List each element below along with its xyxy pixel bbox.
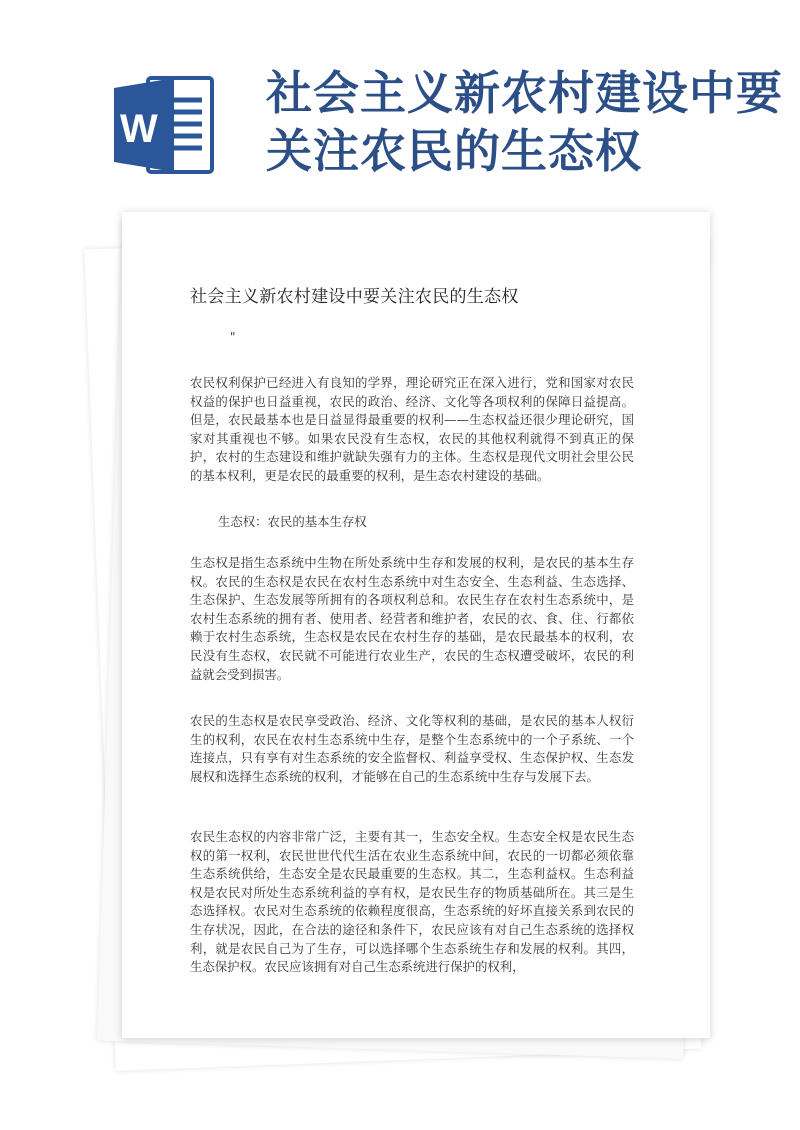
quote-mark: "	[230, 330, 236, 344]
section-subheading: 生态权：农民的基本生存权	[218, 514, 367, 529]
logo-letter: W	[120, 107, 158, 151]
paragraph: 农民权利保护已经进入有良知的学界，理论研究正在深入进行，党和国家对农民权益的保护也日益重视，农民的政治、经济、文化等各项权利的保障日益提高。但是，农民最基本也是日益显得最重要的权利——生态权益还很少理论研究，国家对其重视也不够。如果农民没有生态权，农民的其他权利就得不到真正的保护，农村的生态建设和维护就缺失强有力的主体。生态权是现代文明社会里公民的基本权利，更是农民的最重要的权利，是生态农村建设的基础。	[190, 375, 634, 483]
paragraph: 农民的生态权是农民享受政治、经济、文化等权利的基础，是农民的基本人权衍生的权利，农民在农村生态系统中生存，是整个生态系统中的一个子系统、一个连接点，只有享有对生态系统的安全监督权、利益享受权、生态保护权、生态发展权和选择生态系统的权利，才能够在自己的生态系统中生存与发展下去。	[190, 713, 634, 784]
document-title: 社会主义新农村建设中要关注农民的生态权	[190, 287, 519, 307]
banner-title: 社会主义新农村建设中要关注农民的生态权	[266, 66, 783, 178]
document-page	[122, 212, 710, 1038]
paragraph: 生态权是指生态系统中生物在所处系统中生存和发展的权利，是农民的基本生存权。农民的生态权是农民在农村生态系统中对生态安全、生态利益、生态选择、生态保护、生态发展等所拥有的各项权利总和。农民生存在农村生态系统中，是农村生态系统的拥有者、使用者、经营者和维护者，农民的衣、食、住、行都依赖于农村生态系统，生态权是农民在农村生存的基础，是农民最基本的权利，农民没有生态权，农民就不可能进行农业生产，农民的生态权遭受破坏，农民的利益就会受到损害。	[190, 555, 634, 682]
word-document-icon	[110, 70, 220, 180]
paragraph: 农民生态权的内容非常广泛，主要有其一，生态安全权。生态安全权是农民生态权的第一权利，农民世世代代生活在农业生态系统中间，农民的一切都必须依靠生态系统供给，生态安全是农民最重要的生态权。其二，生态利益权。生态利益权是农民对所处生态系统利益的享有权，是农民生存的物质基础所在。其三是生态选择权。农民对生态系统的依赖程度很高，生态系统的好坏直接关系到农民的生存状况，因此，在合法的途径和条件下，农民应该有对自己生态系统的选择权利，就是农民自己为了生存，可以选择哪个生态系统生存和发展的权利。其四，生态保护权。农民应该拥有对自己生态系统进行保护的权利，	[190, 829, 634, 975]
